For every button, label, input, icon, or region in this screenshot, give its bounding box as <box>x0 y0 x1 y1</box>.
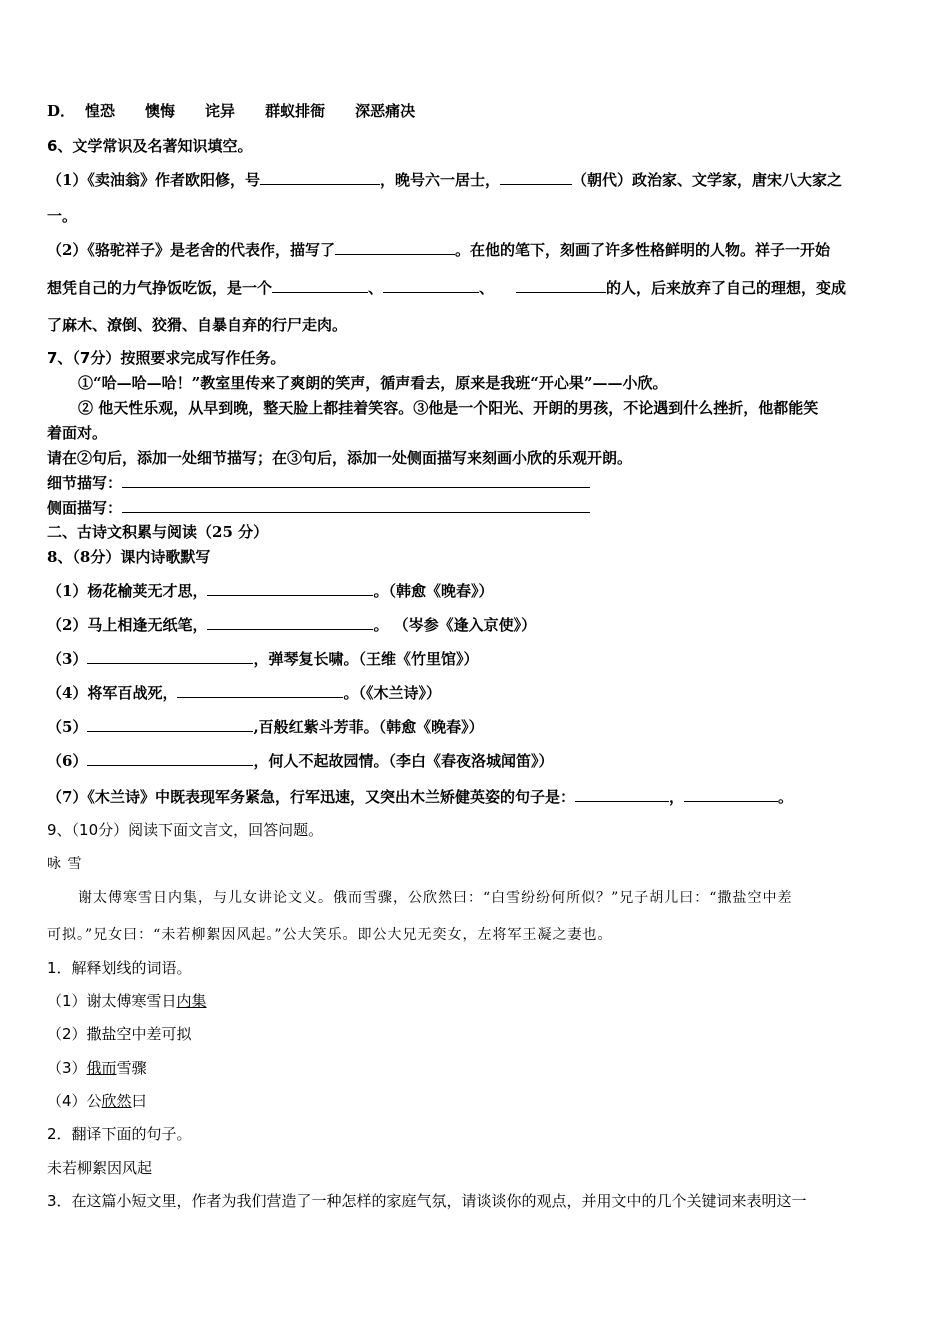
q7-sentence-2-cont: 着面对。 <box>47 424 108 442</box>
option-word: 深恶痛决 <box>355 102 416 120</box>
q7-sentence-2: ② 他天性乐观，从早到晚，整天脸上都挂着笑容。③他是一个阳光、开朗的男孩，不论遇到什么挫折，他都能笑 <box>78 399 819 417</box>
answer-blank[interactable] <box>207 615 373 630</box>
q6-title: 6、文学常识及名著知识填空。 <box>47 137 253 155</box>
answer-blank[interactable] <box>260 170 380 185</box>
underlined-word: 内集 <box>176 992 207 1010</box>
answer-blank[interactable] <box>87 649 253 664</box>
q9-item-text: （4）公 <box>47 1092 102 1110</box>
q6-item2-text: 、 <box>368 279 384 297</box>
q8-line-1 <box>47 581 493 601</box>
q9-sub-2: 2．翻译下面的句子。 <box>47 1125 192 1143</box>
q8-text: （5） <box>47 718 88 736</box>
answer-blank[interactable] <box>272 278 368 293</box>
answer-blank[interactable] <box>177 683 343 698</box>
q8-text: （3） <box>47 650 88 668</box>
answer-blank[interactable] <box>575 787 669 802</box>
q8-line-4 <box>47 683 441 703</box>
side-label: 侧面描写： <box>47 499 123 517</box>
option-word: 群蚁排衙 <box>265 102 326 120</box>
q9-item-text: （1）谢太傅寒雪日 <box>47 992 177 1010</box>
q6-item2-text: 的人，后来放弃了自己的理想，变成 <box>606 279 847 297</box>
q6-item1 <box>47 170 842 190</box>
option-d-label: D． <box>47 102 76 120</box>
q7-title: 7、（7分）按照要求完成写作任务。 <box>47 349 286 367</box>
q7-sentence-1: ①“哈—哈—哈！”教室里传来了爽朗的笑声，循声看去，原来是我班“开心果”——小欣。 <box>78 374 668 392</box>
q9-sub-3: 3．在这篇小短文里，作者为我们营造了一种怎样的家庭气氛，请谈谈你的观点，并用文中的几个关键词来表明这一 <box>47 1192 807 1210</box>
q7-task: 请在②句后，添加一处细节描写；在③句后，添加一处侧面描写来刻画小欣的乐观开朗。 <box>47 449 633 467</box>
q8-text: ，何人不起故园情。（李白《春夜洛城闻笛》） <box>253 752 554 770</box>
q8-text: （4）将军百战死， <box>47 684 178 702</box>
q8-text: 。 （岑参《逢入京使》） <box>373 616 537 634</box>
q9-sub-1: 1．解释划线的词语。 <box>47 959 192 977</box>
section-2-heading: 二、古诗文积累与阅读（25 分） <box>47 523 269 541</box>
option-word: 懊悔 <box>145 102 176 120</box>
q8-text: （1）杨花榆荚无才思， <box>47 582 208 600</box>
q9-item-3 <box>47 1058 147 1078</box>
q8-title: 8、（8分）课内诗歌默写 <box>47 548 211 566</box>
answer-blank[interactable] <box>207 581 373 596</box>
q8-text: 。（韩愈《晚春》） <box>373 582 494 600</box>
q8-text: ，弹琴复长啸。（王维《竹里馆》） <box>253 650 479 668</box>
q6-item1-text: （1）《卖油翁》作者欧阳修，号 <box>47 171 260 189</box>
answer-blank[interactable] <box>383 278 479 293</box>
q6-item2-line3: 了麻木、潦倒、狡猾、自暴自弃的行尸走肉。 <box>47 316 348 334</box>
q6-item1-cont: 一。 <box>47 207 78 225</box>
underlined-word: 欣然 <box>101 1092 132 1110</box>
q9-item-text: 曰 <box>131 1092 147 1110</box>
answer-blank[interactable] <box>87 717 253 732</box>
q8-line-3 <box>47 649 478 669</box>
q8-line-6 <box>47 751 553 771</box>
q6-item2-text: 想凭自己的力气挣饭吃饭，是一个 <box>47 279 273 297</box>
q8-text: 。（《木兰诗》） <box>343 684 441 702</box>
translate-sentence: 未若柳絮因风起 <box>47 1159 153 1177</box>
q8-line-7 <box>47 787 793 807</box>
q6-item2-line2 <box>47 278 846 298</box>
option-word: 诧异 <box>205 102 236 120</box>
answer-blank[interactable] <box>516 278 606 293</box>
q8-text: 。 <box>777 788 793 806</box>
side-answer-line[interactable] <box>122 498 590 513</box>
answer-blank[interactable] <box>500 170 572 185</box>
answer-blank[interactable] <box>684 787 778 802</box>
answer-blank[interactable] <box>335 240 455 255</box>
q6-item2-text: 。在他的笔下，刻画了许多性格鲜明的人物。祥子一开始 <box>454 241 830 259</box>
detail-description-row <box>47 473 590 493</box>
q6-item2-text: 、 <box>479 279 495 297</box>
q9-title: 9、（10分）阅读下面文言文，回答问题。 <box>47 821 324 839</box>
side-description-row <box>47 498 590 518</box>
underlined-word: 俄而 <box>86 1059 117 1077</box>
option-d <box>47 101 445 121</box>
classical-text-line-1: 谢太傅寒雪日内集，与儿女讲论文义。俄而雪骤，公欣然曰：“白雪纷纷何所似？”兄子胡儿曰：“撒盐空中差 <box>78 890 793 906</box>
q6-item1-text: ，晚号六一居士， <box>379 171 500 189</box>
q8-line-5 <box>47 717 484 737</box>
classical-text-line-2: 可拟。”兄女曰：“未若柳絮因风起。”公大笑乐。即公大兄无奕女，左将军王凝之妻也。 <box>47 927 613 943</box>
q8-text: ,百般红紫斗芳菲。（韩愈《晚春》） <box>253 718 484 736</box>
q9-item-2: （2）撒盐空中差可拟 <box>47 1025 192 1043</box>
q6-item2-text: （2）《骆驼祥子》是老舍的代表作，描写了 <box>47 241 335 259</box>
poem-title: 咏 雪 <box>47 856 83 872</box>
q9-item-1 <box>47 991 207 1011</box>
q6-item1-text: （朝代）政治家、文学家，唐宋八大家之 <box>571 171 842 189</box>
q8-line-2 <box>47 615 536 635</box>
q9-item-4 <box>47 1091 147 1111</box>
q6-item2 <box>47 240 830 260</box>
q8-text: ， <box>668 788 684 806</box>
q8-text: （2）马上相逢无纸笔， <box>47 616 208 634</box>
answer-blank[interactable] <box>87 751 253 766</box>
q8-text: （7）《木兰诗》中既表现军务紧急，行军迅速，又突出木兰矫健英姿的句子是： <box>47 788 575 806</box>
detail-label: 细节描写： <box>47 474 123 492</box>
q9-item-text: 雪骤 <box>116 1059 147 1077</box>
option-word: 惶恐 <box>85 102 116 120</box>
detail-answer-line[interactable] <box>122 473 590 488</box>
q8-text: （6） <box>47 752 88 770</box>
q9-item-text: （3） <box>47 1059 87 1077</box>
